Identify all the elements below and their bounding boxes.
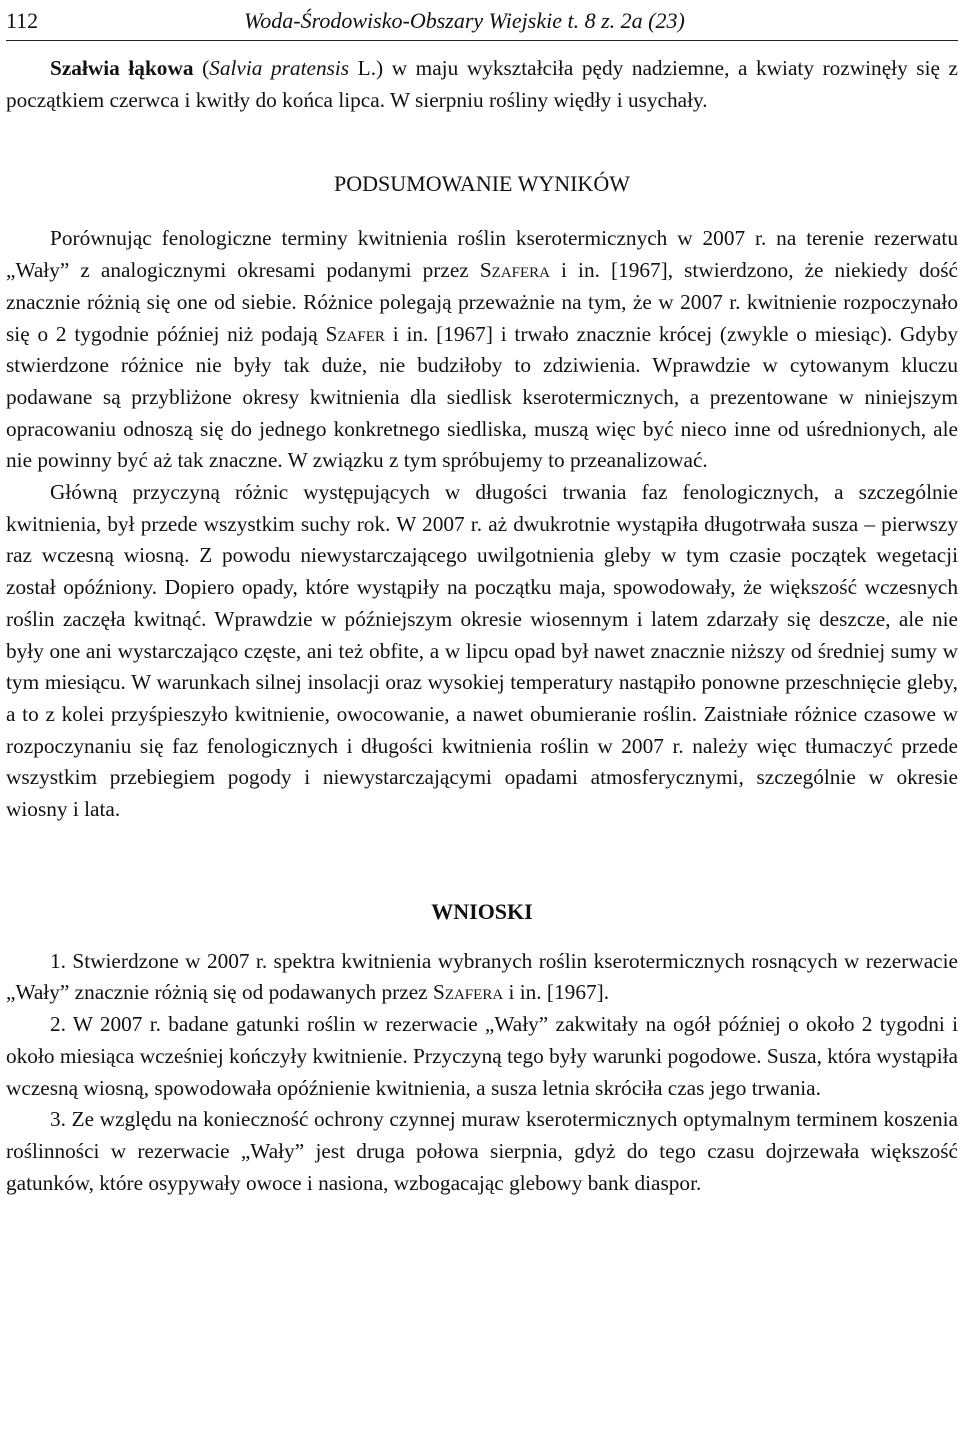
journal-title: Woda-Środowisko-Obszary Wiejskie t. 8 z. 2a (23) (244, 8, 685, 33)
running-header (6, 6, 958, 41)
article-body (6, 53, 958, 1199)
author-citation: Szafer (325, 321, 385, 346)
author-citation: Szafera (432, 980, 504, 1005)
species-name: Szałwia łąkowa (50, 56, 194, 80)
summary-text-c: i in. [1967] i trwało znacznie krócej (zwykle o miesiąc). Gdyby stwierdzone różnice nie były tak duże, nie budziłoby to zdziwienia. Wprawdzie w cytowanym kluczu podawane są przybliżone okresy kwitnienia dla siedlisk kserotermicznych, a prezentowane w niniejszym opracowaniu odnoszą się do jednego konkretnego siedliska, muszą więc być nieco inne od uśrednionych, ale nie powinny być aż tak znaczne. W związku z tym spróbujemy to przeanalizować. (6, 321, 958, 473)
summary-text-a: Porównując fenologiczne terminy kwitnienia roślin kserotermicznych w 2007 r. na terenie rezerwatu „Wały” z analogicznymi okresami podanymi przez (6, 226, 958, 283)
section-heading-summary: PODSUMOWANIE WYNIKÓW (334, 171, 630, 197)
conclusion-1-text-a: 1. Stwierdzone w 2007 r. spektra kwitnienia wybranych roślin kserotermicznych rosnących w rezerwacie „Wały” znacznie różnią się od podawanych przez (6, 948, 958, 1005)
salvia-text: L.) w maju wykształciła pędy nadziemne, a kwiaty rozwinęły się z początkiem czerwca i kwitły do końca lipca. W sierpniu rośliny więdły i usychały. (6, 56, 959, 112)
paren-open: ( (193, 56, 210, 80)
page-number: 112 (6, 8, 39, 33)
conclusion-1-text-b: i in. [1967]. (503, 980, 610, 1005)
section-heading-conclusions: WNIOSKI (431, 898, 533, 924)
page (6, 6, 958, 1199)
conclusion-2: 2. W 2007 r. badane gatunki roślin w rezerwacie „Wały” zakwitały na ogół później o około 2 tygodni i około miesiąca wcześniej kończyły kwitnienie. Przyczyną tego były warunki pogodowe. Susza, która wystąpiła wczesną wiosną, spowodowała opóźnienie kwitnienia, a susza letnia skróciła czas jego trwania. (6, 1012, 958, 1100)
author-citation: Szafera (479, 258, 550, 283)
paragraph-salvia (6, 53, 958, 116)
paragraph-summary-2: Główną przyczyną różnic występujących w długości trwania faz fenologicznych, a szczególnie kwitnienia, był przede wszystkim suchy rok. W 2007 r. aż dwukrotnie wystąpiła długotrwała susza – pierwszy raz wczesną wiosną. Z powodu niewystarczającego uwilgotnienia gleby w tym czasie początek wegetacji został opóźniony. Dopiero opady, które wystąpiły na początku maja, spowodowały, że większość wczesnych roślin zaczęła kwitnąć. Wprawdzie w późniejszym okresie wiosennym i latem zdarzały się deszcze, ale nie były one ani wystarczająco częste, ani też obfite, a w lipcu opad był nawet znacznie niższy od średniej sumy w tym miesiącu. W warunkach silnej insolacji oraz wysokiej temperatury nastąpiło ponowne przeschnięcie gleby, a to z kolei przyśpieszyło kwitnienie, owocowanie, a nawet obumieranie roślin. Zaistniałe różnice czasowe w rozpoczynaniu się faz fenologicznych i długości kwitnienia roślin w 2007 r. należy więc tłumaczyć przede wszystkim przebiegiem pogody i niewystarczającymi opadami atmosferycznymi, szczególnie w okresie wiosny i lata. (6, 480, 958, 822)
paragraph-summary-1 (6, 223, 958, 477)
latin-name: Salvia pratensis (209, 56, 350, 80)
summary-text-b: i in. [1967], stwierdzono, że niekiedy dość znacznie różnią się one od siebie. Różnice polegają przeważnie na tym, że w 2007 r. kwitnienie rozpoczynało się o 2 tygodnie później niż podają (6, 258, 958, 346)
conclusion-1 (6, 946, 958, 1009)
conclusion-3: 3. Ze względu na konieczność ochrony czynnej muraw kserotermicznych optymalnym terminem koszenia roślinności w rezerwacie „Wały” jest druga połowa sierpnia, gdyż do tego czasu dojrzewała większość gatunków, które osypywały owoce i nasiona, wzbogacając glebowy bank diaspor. (6, 1107, 958, 1195)
